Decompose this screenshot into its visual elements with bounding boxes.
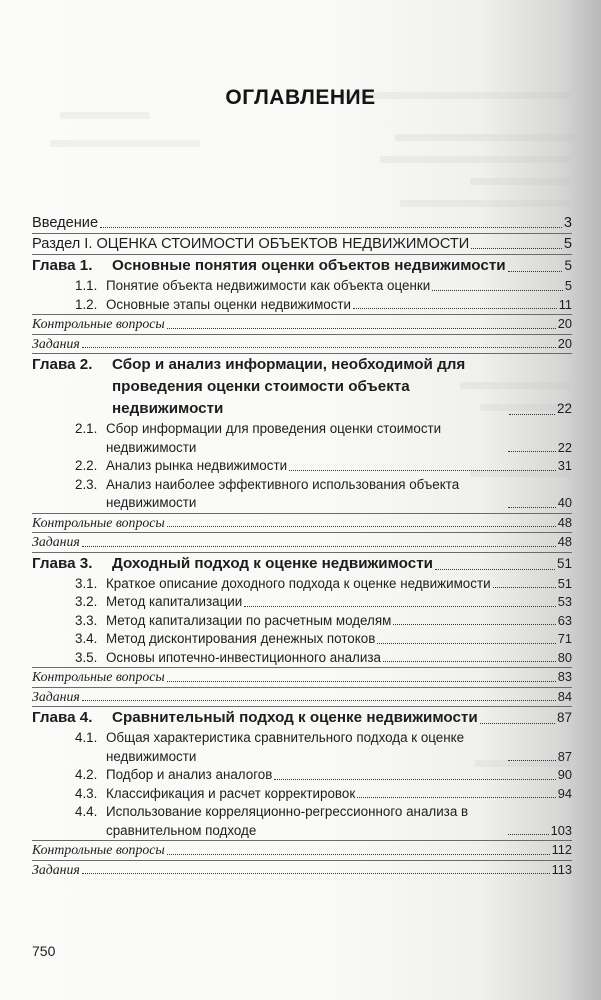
dot-leader xyxy=(508,506,556,508)
dot-leader xyxy=(493,586,556,588)
subsection-number: 2.2. xyxy=(75,458,98,473)
toc-entry-page: 5 xyxy=(563,236,572,252)
dot-leader xyxy=(393,623,555,625)
chapter-number: Глава 3. xyxy=(32,554,93,572)
toc-subsection[interactable] xyxy=(32,729,572,766)
subsection-number: 3.1. xyxy=(75,575,98,591)
subsection-title: Сбор информации для проведения оценки стоимости недвижимости xyxy=(106,421,442,455)
toc-entry-page: 48 xyxy=(557,534,572,549)
subsection-number: 2.3. xyxy=(75,476,98,492)
toc-control-questions[interactable] xyxy=(32,315,572,334)
questions-title: Контрольные вопросы xyxy=(32,514,165,530)
dot-leader xyxy=(82,699,556,701)
subsection-number: 4.3. xyxy=(75,785,98,801)
toc-subsection[interactable] xyxy=(32,766,572,785)
tasks-title: Задания xyxy=(32,688,80,704)
subsection-title: Анализ наиболее эффективного использования объекта недвижимости xyxy=(106,476,460,510)
subsection-title: Основные этапы оценки недвижимости xyxy=(106,296,352,312)
questions-title: Контрольные вопросы xyxy=(32,316,165,331)
dot-leader xyxy=(357,796,556,798)
questions-title: Контрольные вопросы xyxy=(32,842,165,857)
toc-entry-page: 90 xyxy=(557,767,572,782)
chapter-title: Сбор и анализ информации, необходимой для проведения оценки стоимости объекта недвижимости xyxy=(112,356,466,417)
toc-subsection[interactable] xyxy=(32,630,572,649)
toc-chapter-4[interactable] xyxy=(32,707,572,729)
subsection-title: Понятие объекта недвижимости как объекта оценки xyxy=(106,278,431,293)
toc-subsection[interactable] xyxy=(32,277,572,296)
toc-tasks[interactable] xyxy=(32,335,572,354)
toc-entry-page: 94 xyxy=(557,785,572,801)
toc-subsection[interactable] xyxy=(32,457,572,476)
toc-entry-page: 87 xyxy=(556,710,572,725)
dot-leader xyxy=(82,872,550,874)
dot-leader xyxy=(435,568,555,570)
dot-leader xyxy=(383,660,556,662)
toc-entry-page: 51 xyxy=(556,555,572,571)
toc-tasks[interactable] xyxy=(32,688,572,707)
toc-entry-page: 11 xyxy=(558,296,572,312)
dot-leader xyxy=(167,525,556,527)
toc-chapter-1[interactable] xyxy=(32,255,572,277)
dot-leader xyxy=(508,833,549,835)
subsection-title: Подбор и анализ аналогов xyxy=(106,767,273,782)
toc-entry-page: 22 xyxy=(557,439,572,455)
subsection-title: Анализ рынка недвижимости xyxy=(106,458,288,473)
toc-entry-page: 71 xyxy=(557,631,572,646)
dot-leader xyxy=(471,247,562,249)
chapter-number: Глава 2. xyxy=(32,356,93,373)
toc-entry-page: 22 xyxy=(556,401,572,416)
subsection-number: 3.2. xyxy=(75,594,98,609)
subsection-number: 4.1. xyxy=(75,730,98,745)
tasks-title: Задания xyxy=(32,534,80,549)
toc-entry-page: 5 xyxy=(564,278,572,293)
dot-leader xyxy=(509,413,555,415)
toc-entry-page: 87 xyxy=(557,748,572,764)
dot-leader xyxy=(289,469,556,471)
chapter-number: Глава 1. xyxy=(32,257,93,274)
toc-control-questions[interactable] xyxy=(32,668,572,687)
dot-leader xyxy=(82,346,556,348)
toc-entry-page: 113 xyxy=(551,861,572,877)
toc-entry-page: 40 xyxy=(557,495,572,510)
chapter-title: Сравнительный подход к оценке недвижимости xyxy=(112,709,478,726)
toc-chapter-3[interactable] xyxy=(32,553,572,575)
toc-subsection[interactable] xyxy=(32,575,572,594)
toc-subsection[interactable] xyxy=(32,476,572,513)
toc-chapter-2[interactable] xyxy=(32,354,572,420)
dot-leader xyxy=(167,327,556,329)
subsection-number: 4.2. xyxy=(75,767,98,782)
dot-leader xyxy=(508,270,563,272)
toc-entry-page: 80 xyxy=(557,649,572,665)
toc-entry-page: 53 xyxy=(557,594,572,609)
toc-entry-page: 5 xyxy=(564,258,572,273)
dot-leader xyxy=(82,545,556,547)
toc-entry-page: 20 xyxy=(557,335,572,351)
toc-entry-intro[interactable] xyxy=(32,213,572,233)
toc-tasks[interactable] xyxy=(32,533,572,552)
toc-entry-page: 48 xyxy=(557,514,572,530)
subsection-title: Краткое описание доходного подхода к оценке недвижимости xyxy=(106,575,491,591)
page-title: ОГЛАВЛЕНИЕ xyxy=(225,86,376,109)
questions-title: Контрольные вопросы xyxy=(32,669,165,684)
toc-subsection[interactable] xyxy=(32,785,572,804)
toc-entry-page: 83 xyxy=(557,669,572,684)
toc-subsection[interactable] xyxy=(32,420,572,457)
tasks-title: Задания xyxy=(32,335,80,351)
subsection-title: Метод капитализации xyxy=(106,594,243,609)
toc-entry-page: 112 xyxy=(551,842,572,857)
subsection-number: 4.4. xyxy=(75,804,98,819)
subsection-title: Метод дисконтирования денежных потоков xyxy=(106,631,376,646)
subsection-title: Классификация и расчет корректировок xyxy=(106,785,356,801)
dot-leader xyxy=(480,722,555,724)
page-number: 750 xyxy=(32,943,56,959)
toc-entry-page: 20 xyxy=(557,316,572,331)
toc-entry-part1[interactable] xyxy=(32,234,572,254)
toc-entry-title: Введение xyxy=(32,215,99,231)
toc-subsection[interactable] xyxy=(32,649,572,668)
chapter-title: Доходный подход к оценке недвижимости xyxy=(112,554,433,572)
dot-leader xyxy=(432,289,563,291)
dot-leader xyxy=(508,759,556,761)
subsection-number: 2.1. xyxy=(75,421,98,436)
subsection-number: 3.5. xyxy=(75,649,98,665)
subsection-number: 3.3. xyxy=(75,612,98,628)
toc-entry-page: 51 xyxy=(557,575,572,591)
table-of-contents xyxy=(32,213,572,879)
chapter-title: Основные понятия оценки объектов недвижимости xyxy=(112,257,506,274)
toc-entry-title: Раздел I. ОЦЕНКА СТОИМОСТИ ОБЪЕКТОВ НЕДВИЖИМОСТИ xyxy=(32,236,470,252)
toc-subsection[interactable] xyxy=(32,296,572,315)
toc-entry-page: 84 xyxy=(557,688,572,704)
subsection-number: 1.1. xyxy=(75,278,98,293)
toc-entry-page: 103 xyxy=(550,822,572,838)
tasks-title: Задания xyxy=(32,861,80,877)
subsection-number: 3.4. xyxy=(75,631,98,646)
subsection-title: Общая характеристика сравнительного подхода к оценке недвижимости xyxy=(106,730,465,764)
chapter-number: Глава 4. xyxy=(32,709,93,726)
toc-control-questions[interactable] xyxy=(32,514,572,533)
toc-tasks[interactable] xyxy=(32,861,572,880)
toc-subsection[interactable] xyxy=(32,612,572,631)
toc-entry-page: 31 xyxy=(557,458,572,473)
toc-subsection[interactable] xyxy=(32,593,572,612)
subsection-title: Основы ипотечно-инвестиционного анализа xyxy=(106,649,381,665)
dot-leader xyxy=(167,680,556,682)
dot-leader xyxy=(274,778,555,780)
toc-entry-page: 3 xyxy=(563,215,572,231)
dot-leader xyxy=(508,450,556,452)
toc-control-questions[interactable] xyxy=(32,841,572,860)
dot-leader xyxy=(377,642,555,644)
toc-entry-page: 63 xyxy=(557,612,572,628)
dot-leader xyxy=(167,853,550,855)
dot-leader xyxy=(244,605,556,607)
dot-leader xyxy=(353,307,557,309)
dot-leader xyxy=(100,226,562,228)
toc-subsection[interactable] xyxy=(32,803,572,840)
subsection-title: Использование корреляционно-регрессионного анализа в сравнительном подходе xyxy=(106,804,469,838)
subsection-title: Метод капитализации по расчетным моделям xyxy=(106,612,392,628)
subsection-number: 1.2. xyxy=(75,296,98,312)
